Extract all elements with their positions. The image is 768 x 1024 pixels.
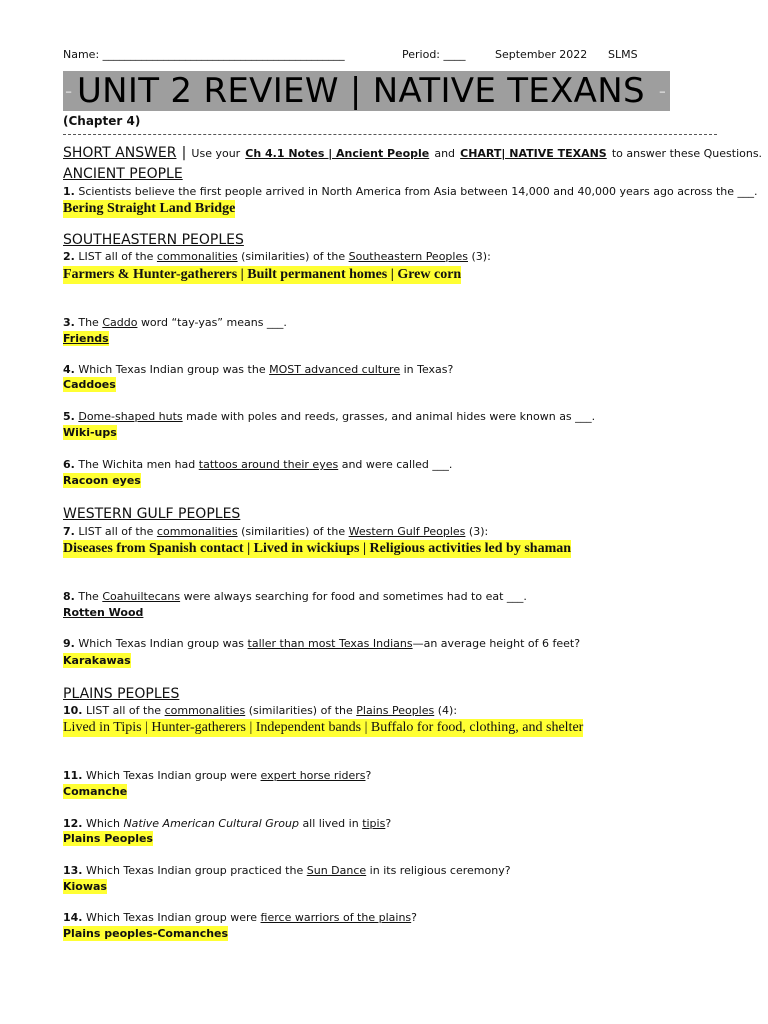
question-text: word “tay-yas” means ___. [140, 316, 287, 329]
question-8 [63, 590, 527, 603]
question-text: The Wichita men had [78, 458, 196, 471]
question-number: 6. [63, 458, 75, 471]
section-heading-plains: PLAINS PEOPLES [63, 686, 180, 702]
question-keyword: commonalities [156, 250, 238, 263]
question-keyword: MOST advanced culture [269, 363, 401, 376]
question-2 [63, 250, 491, 263]
question-number: 11. [63, 769, 83, 782]
answer-11: Comanche [63, 785, 128, 798]
question-text: (similarities) of the [241, 250, 346, 263]
source-link-notes[interactable]: Ch 4.1 Notes | Ancient People [245, 147, 430, 160]
title-dash-left: - [65, 79, 73, 103]
question-1 [63, 185, 758, 198]
question-14 [63, 911, 417, 924]
question-text: ? [365, 769, 372, 782]
question-9 [63, 637, 580, 650]
question-number: 3. [63, 316, 75, 329]
section-heading-ancient: ANCIENT PEOPLE [63, 166, 183, 182]
question-11 [63, 769, 371, 782]
answer-6: Racoon eyes [63, 474, 141, 487]
question-number: 8. [63, 590, 75, 603]
question-text: in Texas? [403, 363, 454, 376]
document-title-banner [63, 71, 670, 111]
period-field-label: Period: ____ [402, 48, 466, 61]
instructions-pre: Use your [191, 147, 241, 160]
answer-1: Bering Straight Land Bridge [63, 201, 236, 216]
question-text: (similarities) of the [248, 704, 353, 717]
instructions-post: to answer these Questions. [611, 147, 763, 160]
answer-2: Farmers & Hunter-gatherers | Built permanent homes | Grew corn [63, 267, 462, 282]
answer-4: Caddoes [63, 378, 116, 391]
question-text: LIST all of the [78, 250, 154, 263]
answer-12: Plains Peoples [63, 832, 153, 845]
question-text: and were called ___. [341, 458, 453, 471]
question-number: 5. [63, 410, 75, 423]
question-text: (4): [437, 704, 458, 717]
question-10 [63, 704, 457, 717]
question-text: (similarities) of the [241, 525, 346, 538]
answer-14: Plains peoples-Comanches [63, 927, 229, 940]
question-text: The [78, 316, 99, 329]
question-number: 10. [63, 704, 83, 717]
question-keyword: Caddo [102, 316, 138, 329]
question-7 [63, 525, 488, 538]
question-text: were always searching for food and sometimes had to eat ___. [183, 590, 527, 603]
question-number: 12. [63, 817, 83, 830]
question-3 [63, 316, 287, 329]
question-5 [63, 410, 595, 423]
question-keyword: commonalities [156, 525, 238, 538]
school-label: SLMS [608, 48, 638, 61]
question-text: The [78, 590, 99, 603]
question-text: (3): [471, 250, 491, 263]
question-6 [63, 458, 452, 471]
question-text: Which Texas Indian group practiced the [86, 864, 304, 877]
question-13 [63, 864, 511, 877]
question-keyword: Plains Peoples [356, 704, 435, 717]
chapter-subtitle: (Chapter 4) [63, 114, 141, 128]
question-number: 7. [63, 525, 75, 538]
section-heading-western-gulf: WESTERN GULF PEOPLES [63, 506, 241, 522]
question-number: 9. [63, 637, 75, 650]
answer-9: Karakawas [63, 654, 131, 667]
instructions-line [63, 142, 762, 161]
question-text: Which [86, 817, 120, 830]
question-keyword: Sun Dance [306, 864, 367, 877]
section-heading-southeastern: SOUTHEASTERN PEOPLES [63, 232, 244, 248]
instructions-mid: and [434, 147, 456, 160]
name-field-label: Name: ____________________________________________ [63, 48, 345, 61]
title-dash-right: - [658, 79, 666, 103]
question-4 [63, 363, 453, 376]
question-text: Which Texas Indian group was the [78, 363, 266, 376]
question-text: Which Texas Indian group were [86, 911, 258, 924]
question-text: all lived in [302, 817, 359, 830]
answer-13: Kiowas [63, 880, 107, 893]
question-keyword: taller than most Texas Indians [247, 637, 413, 650]
question-number: 1. [63, 185, 75, 198]
question-text: ? [385, 817, 392, 830]
question-keyword: fierce warriors of the plains [260, 911, 412, 924]
question-italic-term: Native American Cultural Group [123, 817, 299, 830]
question-12 [63, 817, 391, 830]
date-label: September 2022 [495, 48, 588, 61]
question-keyword: tipis [362, 817, 386, 830]
answer-8: Rotten Wood [63, 606, 144, 619]
question-keyword: Dome-shaped huts [78, 410, 183, 423]
question-number: 14. [63, 911, 83, 924]
question-keyword: expert horse riders [260, 769, 366, 782]
dashed-divider [63, 134, 717, 135]
answer-3: Friends [63, 332, 109, 345]
question-text: LIST all of the [78, 525, 154, 538]
question-keyword: commonalities [164, 704, 246, 717]
answer-5: Wiki-ups [63, 426, 117, 439]
question-text: Scientists believe the first people arrived in North America from Asia between 14,000 and 40,000 years ago across the ___. [78, 185, 758, 198]
question-text: in its religious ceremony? [369, 864, 511, 877]
question-keyword: Southeastern Peoples [348, 250, 468, 263]
document-title: UNIT 2 REVIEW | NATIVE TEXANS [77, 71, 645, 111]
question-number: 2. [63, 250, 75, 263]
question-text: made with poles and reeds, grasses, and animal hides were known as ___. [186, 410, 596, 423]
instructions-separator: | [181, 145, 187, 161]
question-text: Which Texas Indian group were [86, 769, 258, 782]
question-number: 4. [63, 363, 75, 376]
source-link-chart[interactable]: CHART| NATIVE TEXANS [460, 147, 607, 160]
question-text: (3): [468, 525, 489, 538]
question-text: ? [411, 911, 417, 924]
question-text: —an average height of 6 feet? [412, 637, 581, 650]
answer-10: Lived in Tipis | Hunter-gatherers | Independent bands | Buffalo for food, clothing, and shelter [63, 720, 584, 735]
question-keyword: Coahuiltecans [102, 590, 181, 603]
question-number: 13. [63, 864, 83, 877]
question-keyword: Western Gulf Peoples [348, 525, 466, 538]
question-text: LIST all of the [86, 704, 162, 717]
instructions-heading: SHORT ANSWER [63, 145, 177, 161]
question-keyword: tattoos around their eyes [198, 458, 339, 471]
answer-7: Diseases from Spanish contact | Lived in wickiups | Religious activities led by shaman [63, 541, 572, 556]
question-text: Which Texas Indian group was [78, 637, 245, 650]
